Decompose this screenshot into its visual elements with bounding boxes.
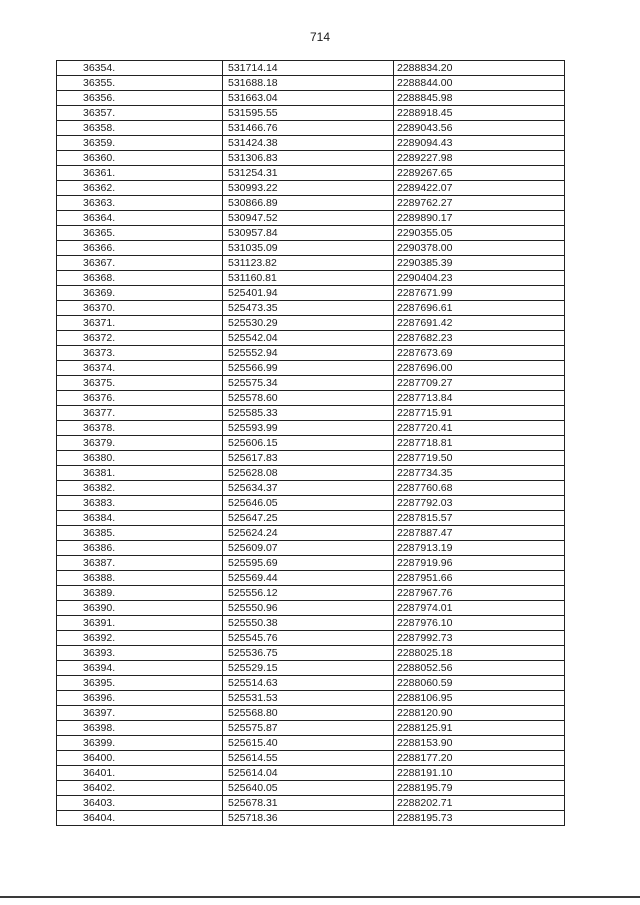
point-number-cell: 36400. [57,751,223,766]
table-row [57,166,565,181]
y-coordinate-cell: 2288834.20 [394,61,565,76]
point-number-cell: 36389. [57,586,223,601]
y-coordinate-cell: 2287682.23 [394,331,565,346]
x-coordinate-cell: 530993.22 [223,181,394,196]
table-row [57,496,565,511]
point-number-cell: 36355. [57,76,223,91]
x-coordinate-cell: 525569.44 [223,571,394,586]
table-row [57,361,565,376]
table-row [57,436,565,451]
point-number-cell: 36379. [57,436,223,451]
y-coordinate-cell: 2287691.42 [394,316,565,331]
table-row [57,721,565,736]
table-row [57,376,565,391]
y-coordinate-cell: 2288060.59 [394,676,565,691]
page-edge-line [0,896,640,898]
table-row [57,331,565,346]
y-coordinate-cell: 2287815.57 [394,511,565,526]
page-number: 714 [309,30,331,44]
point-number-cell: 36380. [57,451,223,466]
table-row [57,241,565,256]
y-coordinate-cell: 2287913.19 [394,541,565,556]
table-row [57,751,565,766]
point-number-cell: 36404. [57,811,223,826]
x-coordinate-cell: 525634.37 [223,481,394,496]
y-coordinate-cell: 2287715.91 [394,406,565,421]
point-number-cell: 36374. [57,361,223,376]
x-coordinate-cell: 525578.60 [223,391,394,406]
point-number-cell: 36360. [57,151,223,166]
table-row [57,196,565,211]
x-coordinate-cell: 525595.69 [223,556,394,571]
x-coordinate-cell: 530957.84 [223,226,394,241]
y-coordinate-cell: 2287719.50 [394,451,565,466]
table-row [57,631,565,646]
point-number-cell: 36387. [57,556,223,571]
x-coordinate-cell: 525473.35 [223,301,394,316]
table-row [57,391,565,406]
x-coordinate-cell: 531254.31 [223,166,394,181]
y-coordinate-cell: 2287967.76 [394,586,565,601]
y-coordinate-cell: 2288202.71 [394,796,565,811]
y-coordinate-cell: 2290355.05 [394,226,565,241]
point-number-cell: 36358. [57,121,223,136]
point-number-cell: 36371. [57,316,223,331]
point-number-cell: 36376. [57,391,223,406]
y-coordinate-cell: 2287992.73 [394,631,565,646]
y-coordinate-cell: 2287976.10 [394,616,565,631]
point-number-cell: 36357. [57,106,223,121]
x-coordinate-cell: 525401.94 [223,286,394,301]
x-coordinate-cell: 525556.12 [223,586,394,601]
table-row [57,136,565,151]
y-coordinate-cell: 2287709.27 [394,376,565,391]
table-row [57,571,565,586]
point-number-cell: 36369. [57,286,223,301]
y-coordinate-cell: 2287792.03 [394,496,565,511]
table-row [57,541,565,556]
table-row [57,406,565,421]
table-row [57,526,565,541]
x-coordinate-cell: 525617.83 [223,451,394,466]
y-coordinate-cell: 2288025.18 [394,646,565,661]
x-coordinate-cell: 525529.15 [223,661,394,676]
point-number-cell: 36396. [57,691,223,706]
point-number-cell: 36363. [57,196,223,211]
x-coordinate-cell: 525606.15 [223,436,394,451]
y-coordinate-cell: 2290378.00 [394,241,565,256]
table-row [57,286,565,301]
table-row [57,796,565,811]
table-row [57,481,565,496]
y-coordinate-cell: 2287734.35 [394,466,565,481]
y-coordinate-cell: 2288106.95 [394,691,565,706]
x-coordinate-cell: 531123.82 [223,256,394,271]
x-coordinate-cell: 525585.33 [223,406,394,421]
table-row [57,556,565,571]
y-coordinate-cell: 2287887.47 [394,526,565,541]
point-number-cell: 36384. [57,511,223,526]
table-row [57,511,565,526]
y-coordinate-cell: 2288191.10 [394,766,565,781]
point-number-cell: 36373. [57,346,223,361]
y-coordinate-cell: 2287671.99 [394,286,565,301]
x-coordinate-cell: 525646.05 [223,496,394,511]
x-coordinate-cell: 531663.04 [223,91,394,106]
x-coordinate-cell: 531424.38 [223,136,394,151]
point-number-cell: 36365. [57,226,223,241]
x-coordinate-cell: 525550.38 [223,616,394,631]
x-coordinate-cell: 525550.96 [223,601,394,616]
point-number-cell: 36401. [57,766,223,781]
point-number-cell: 36372. [57,331,223,346]
point-number-cell: 36354. [57,61,223,76]
y-coordinate-cell: 2287919.96 [394,556,565,571]
y-coordinate-cell: 2289762.27 [394,196,565,211]
point-number-cell: 36393. [57,646,223,661]
x-coordinate-cell: 525640.05 [223,781,394,796]
point-number-cell: 36381. [57,466,223,481]
y-coordinate-cell: 2287718.81 [394,436,565,451]
x-coordinate-cell: 531714.14 [223,61,394,76]
table-row [57,181,565,196]
table-row [57,451,565,466]
x-coordinate-cell: 525531.53 [223,691,394,706]
x-coordinate-cell: 525647.25 [223,511,394,526]
x-coordinate-cell: 531035.09 [223,241,394,256]
coordinates-table [56,60,565,826]
y-coordinate-cell: 2290404.23 [394,271,565,286]
point-number-cell: 36392. [57,631,223,646]
point-number-cell: 36399. [57,736,223,751]
table-row [57,661,565,676]
y-coordinate-cell: 2287696.00 [394,361,565,376]
coordinates-table-body [57,61,565,826]
x-coordinate-cell: 531306.83 [223,151,394,166]
point-number-cell: 36390. [57,601,223,616]
y-coordinate-cell: 2287760.68 [394,481,565,496]
x-coordinate-cell: 531688.18 [223,76,394,91]
point-number-cell: 36395. [57,676,223,691]
table-row [57,466,565,481]
x-coordinate-cell: 525542.04 [223,331,394,346]
table-row [57,121,565,136]
table-row [57,226,565,241]
y-coordinate-cell: 2289267.65 [394,166,565,181]
table-row [57,421,565,436]
y-coordinate-cell: 2288177.20 [394,751,565,766]
y-coordinate-cell: 2287951.66 [394,571,565,586]
x-coordinate-cell: 525614.55 [223,751,394,766]
point-number-cell: 36375. [57,376,223,391]
x-coordinate-cell: 525536.75 [223,646,394,661]
table-row [57,316,565,331]
x-coordinate-cell: 525545.76 [223,631,394,646]
y-coordinate-cell: 2288844.00 [394,76,565,91]
point-number-cell: 36391. [57,616,223,631]
x-coordinate-cell: 525514.63 [223,676,394,691]
y-coordinate-cell: 2287974.01 [394,601,565,616]
point-number-cell: 36385. [57,526,223,541]
point-number-cell: 36378. [57,421,223,436]
table-row [57,781,565,796]
point-number-cell: 36361. [57,166,223,181]
y-coordinate-cell: 2288120.90 [394,706,565,721]
x-coordinate-cell: 525593.99 [223,421,394,436]
y-coordinate-cell: 2287713.84 [394,391,565,406]
y-coordinate-cell: 2289043.56 [394,121,565,136]
y-coordinate-cell: 2288845.98 [394,91,565,106]
point-number-cell: 36368. [57,271,223,286]
point-number-cell: 36388. [57,571,223,586]
table-row [57,76,565,91]
point-number-cell: 36362. [57,181,223,196]
y-coordinate-cell: 2290385.39 [394,256,565,271]
table-row [57,91,565,106]
x-coordinate-cell: 531595.55 [223,106,394,121]
y-coordinate-cell: 2288195.79 [394,781,565,796]
table-row [57,601,565,616]
x-coordinate-cell: 530866.89 [223,196,394,211]
point-number-cell: 36397. [57,706,223,721]
point-number-cell: 36370. [57,301,223,316]
y-coordinate-cell: 2287673.69 [394,346,565,361]
x-coordinate-cell: 525628.08 [223,466,394,481]
y-coordinate-cell: 2288052.56 [394,661,565,676]
y-coordinate-cell: 2289422.07 [394,181,565,196]
table-row [57,256,565,271]
point-number-cell: 36403. [57,796,223,811]
point-number-cell: 36377. [57,406,223,421]
table-row [57,766,565,781]
table-row [57,706,565,721]
table-row [57,676,565,691]
y-coordinate-cell: 2289227.98 [394,151,565,166]
x-coordinate-cell: 530947.52 [223,211,394,226]
point-number-cell: 36359. [57,136,223,151]
y-coordinate-cell: 2287720.41 [394,421,565,436]
table-row [57,61,565,76]
y-coordinate-cell: 2288918.45 [394,106,565,121]
x-coordinate-cell: 525614.04 [223,766,394,781]
table-row [57,301,565,316]
x-coordinate-cell: 525678.31 [223,796,394,811]
table-row [57,586,565,601]
point-number-cell: 36382. [57,481,223,496]
x-coordinate-cell: 525624.24 [223,526,394,541]
point-number-cell: 36364. [57,211,223,226]
x-coordinate-cell: 525552.94 [223,346,394,361]
y-coordinate-cell: 2289890.17 [394,211,565,226]
point-number-cell: 36383. [57,496,223,511]
y-coordinate-cell: 2288125.91 [394,721,565,736]
y-coordinate-cell: 2287696.61 [394,301,565,316]
point-number-cell: 36394. [57,661,223,676]
table-row [57,616,565,631]
table-row [57,346,565,361]
point-number-cell: 36402. [57,781,223,796]
x-coordinate-cell: 531160.81 [223,271,394,286]
x-coordinate-cell: 525566.99 [223,361,394,376]
x-coordinate-cell: 525568.80 [223,706,394,721]
table-row [57,211,565,226]
table-row [57,106,565,121]
table-row [57,736,565,751]
x-coordinate-cell: 525530.29 [223,316,394,331]
point-number-cell: 36356. [57,91,223,106]
x-coordinate-cell: 531466.76 [223,121,394,136]
x-coordinate-cell: 525575.34 [223,376,394,391]
table-row [57,646,565,661]
point-number-cell: 36398. [57,721,223,736]
y-coordinate-cell: 2289094.43 [394,136,565,151]
y-coordinate-cell: 2288153.90 [394,736,565,751]
x-coordinate-cell: 525718.36 [223,811,394,826]
x-coordinate-cell: 525609.07 [223,541,394,556]
point-number-cell: 36367. [57,256,223,271]
x-coordinate-cell: 525575.87 [223,721,394,736]
table-row [57,811,565,826]
table-row [57,271,565,286]
y-coordinate-cell: 2288195.73 [394,811,565,826]
point-number-cell: 36366. [57,241,223,256]
x-coordinate-cell: 525615.40 [223,736,394,751]
table-row [57,691,565,706]
point-number-cell: 36386. [57,541,223,556]
table-row [57,151,565,166]
